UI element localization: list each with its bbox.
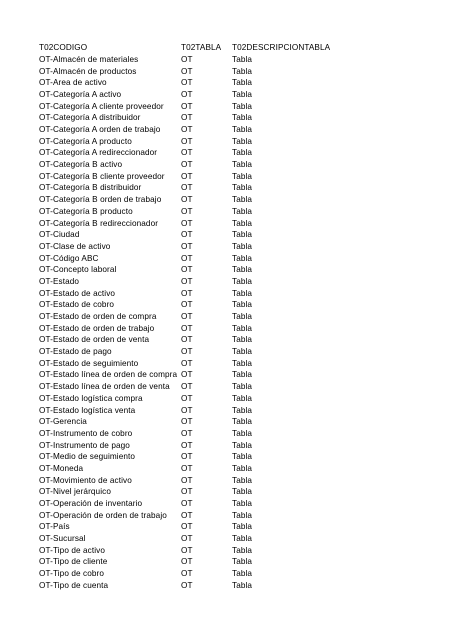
table-row — [39, 288, 459, 300]
table-row — [39, 112, 459, 124]
code-cell: OT-Categoría B activo — [39, 160, 123, 170]
code-cell: OT-Estado de pago — [39, 347, 112, 357]
table-row — [39, 276, 459, 288]
description-cell: Tabla — [232, 417, 253, 427]
code-cell: OT-Ciudad — [39, 230, 80, 240]
table-cell: OT — [181, 510, 193, 520]
table-cell: OT — [181, 136, 193, 146]
table-cell: OT — [181, 323, 193, 333]
code-cell: OT-Gerencia — [39, 417, 87, 427]
table-cell: OT — [181, 335, 193, 345]
code-cell: OT-Estado logística compra — [39, 393, 143, 403]
description-cell: Tabla — [232, 335, 253, 345]
code-cell: OT-Nivel jerárquico — [39, 487, 111, 497]
table-cell: OT — [181, 195, 193, 205]
table-cell: OT — [181, 545, 193, 555]
description-cell: Tabla — [232, 253, 253, 263]
code-cell: OT-Estado logística venta — [39, 405, 136, 415]
table-cell: OT — [181, 405, 193, 415]
table-cell: OT — [181, 288, 193, 298]
table-row — [39, 510, 459, 522]
code-cell: OT-Categoría B distribuidor — [39, 183, 142, 193]
table-cell: OT — [181, 276, 193, 286]
table-cell: OT — [181, 89, 193, 99]
table-cell: OT — [181, 265, 193, 275]
table-cell: OT — [181, 160, 193, 170]
description-cell: Tabla — [232, 136, 253, 146]
code-cell: OT-Categoría B cliente proveedor — [39, 171, 165, 181]
table-cell: OT — [181, 370, 193, 380]
table-row — [39, 229, 459, 241]
description-cell: Tabla — [232, 54, 253, 64]
table-row — [39, 486, 459, 498]
description-cell: Tabla — [232, 499, 253, 508]
description-cell: Tabla — [232, 347, 253, 357]
description-cell: Tabla — [232, 463, 253, 473]
code-cell: OT-Categoría A orden de trabajo — [39, 125, 161, 134]
description-cell: Tabla — [232, 569, 253, 579]
code-cell: OT-Sucursal — [39, 534, 86, 544]
table-cell: OT — [181, 218, 193, 228]
table-row — [39, 194, 459, 206]
table-cell: OT — [181, 569, 193, 579]
table-cell: OT — [181, 463, 193, 473]
table-row — [39, 218, 459, 230]
code-cell: OT-Estado de orden de venta — [39, 335, 150, 345]
description-cell: Tabla — [232, 382, 253, 392]
table-cell: OT — [181, 171, 193, 181]
description-cell: Tabla — [232, 323, 253, 333]
code-cell: OT-Instrumento de pago — [39, 440, 130, 450]
code-cell: OT-Estado de cobro — [39, 300, 115, 310]
description-cell: Tabla — [232, 300, 253, 310]
table-cell: OT — [181, 125, 193, 134]
table-row — [39, 451, 459, 463]
table-row — [39, 136, 459, 148]
description-cell: Tabla — [232, 312, 253, 321]
description-cell: Tabla — [232, 218, 253, 228]
table-row — [39, 66, 459, 78]
description-cell: Tabla — [232, 393, 253, 403]
description-cell: Tabla — [232, 276, 253, 286]
table-row — [39, 264, 459, 276]
code-cell: OT-Estado de activo — [39, 288, 116, 298]
table-row — [39, 580, 459, 592]
code-cell: OT-Categoría B orden de trabajo — [39, 195, 162, 205]
table-row — [39, 124, 459, 136]
table-row — [39, 54, 459, 66]
description-cell: Tabla — [232, 557, 253, 567]
table-row — [39, 77, 459, 89]
table-row — [39, 545, 459, 557]
description-cell: Tabla — [232, 265, 253, 275]
table-cell: OT — [181, 101, 193, 111]
description-cell: Tabla — [232, 475, 253, 485]
header-t02descripciontabla: T02DESCRIPCIONTABLA — [232, 43, 331, 52]
description-cell: Tabla — [232, 160, 253, 170]
description-cell: Tabla — [232, 370, 253, 380]
code-cell: OT-Categoría B producto — [39, 206, 133, 216]
description-cell: Tabla — [232, 545, 253, 555]
code-cell: OT-Estado línea de orden de venta — [39, 382, 170, 392]
table-row — [39, 369, 459, 381]
code-cell: OT-País — [39, 522, 70, 532]
table-cell: OT — [181, 417, 193, 427]
table-row — [39, 568, 459, 580]
description-cell: Tabla — [232, 113, 253, 123]
table-row — [39, 299, 459, 311]
description-cell: Tabla — [232, 405, 253, 415]
table-cell: OT — [181, 534, 193, 544]
table-row — [39, 206, 459, 218]
table-cell: OT — [181, 78, 193, 88]
table-row — [39, 405, 459, 417]
code-cell: OT-Estado de orden de compra — [39, 312, 157, 321]
code-cell: OT-Estado de orden de trabajo — [39, 323, 155, 333]
table-cell: OT — [181, 183, 193, 193]
description-cell: Tabla — [232, 195, 253, 205]
data-table — [39, 42, 459, 592]
table-row — [39, 393, 459, 405]
description-cell: Tabla — [232, 452, 253, 462]
table-row — [39, 171, 459, 183]
table-row — [39, 311, 459, 323]
code-cell: OT-Categoría A distribuidor — [39, 113, 141, 123]
description-cell: Tabla — [232, 171, 253, 181]
table-row — [39, 241, 459, 253]
table-row — [39, 521, 459, 533]
table-row — [39, 159, 459, 171]
header-t02codigo: T02CODIGO — [39, 43, 88, 52]
description-cell: Tabla — [232, 428, 253, 438]
table-cell: OT — [181, 66, 193, 76]
code-cell: OT-Categoría A cliente proveedor — [39, 101, 164, 111]
description-cell: Tabla — [232, 580, 253, 590]
code-cell: OT-Moneda — [39, 463, 84, 473]
table-row — [39, 101, 459, 113]
table-cell: OT — [181, 499, 193, 508]
description-cell: Tabla — [232, 522, 253, 532]
table-row — [39, 416, 459, 428]
table-cell: OT — [181, 522, 193, 532]
table-cell: OT — [181, 148, 193, 158]
code-cell: OT-Estado de seguimiento — [39, 358, 139, 368]
code-cell: OT-Medio de seguimiento — [39, 452, 136, 462]
description-cell: Tabla — [232, 183, 253, 193]
table-row — [39, 89, 459, 101]
table-cell: OT — [181, 580, 193, 590]
code-cell: OT-Categoría A activo — [39, 89, 122, 99]
description-cell: Tabla — [232, 206, 253, 216]
description-cell: Tabla — [232, 241, 253, 251]
code-cell: OT-Categoría A producto — [39, 136, 132, 146]
description-cell: Tabla — [232, 66, 253, 76]
table-row — [39, 475, 459, 487]
table-cell: OT — [181, 230, 193, 240]
description-cell: Tabla — [232, 358, 253, 368]
description-cell: Tabla — [232, 440, 253, 450]
table-cell: OT — [181, 206, 193, 216]
code-cell: OT-Tipo de cliente — [39, 557, 108, 567]
header-t02tabla: T02TABLA — [181, 43, 222, 52]
table-cell: OT — [181, 382, 193, 392]
table-row — [39, 147, 459, 159]
table-cell: OT — [181, 393, 193, 403]
code-cell: OT-Estado línea de orden de compra — [39, 370, 178, 380]
code-cell: OT-Operación de orden de trabajo — [39, 510, 167, 520]
code-cell: OT-Tipo de activo — [39, 545, 106, 555]
table-cell: OT — [181, 452, 193, 462]
code-cell: OT-Clase de activo — [39, 241, 111, 251]
table-row — [39, 334, 459, 346]
code-cell: OT-Movimiento de activo — [39, 475, 132, 485]
table-cell: OT — [181, 358, 193, 368]
table-cell: OT — [181, 113, 193, 123]
code-cell: OT-Area de activo — [39, 78, 107, 88]
description-cell: Tabla — [232, 125, 253, 134]
table-row — [39, 556, 459, 568]
table-row — [39, 463, 459, 475]
table-cell: OT — [181, 253, 193, 263]
description-cell: Tabla — [232, 510, 253, 520]
code-cell: OT-Almacén de productos — [39, 66, 137, 76]
description-cell: Tabla — [232, 101, 253, 111]
code-cell: OT-Concepto laboral — [39, 265, 117, 275]
table-row — [39, 253, 459, 265]
table-cell: OT — [181, 487, 193, 497]
code-cell: OT-Almacén de materiales — [39, 54, 139, 64]
table-row — [39, 358, 459, 370]
description-cell: Tabla — [232, 89, 253, 99]
description-cell: Tabla — [232, 487, 253, 497]
table-row — [39, 381, 459, 393]
table-row — [39, 428, 459, 440]
table-cell: OT — [181, 312, 193, 321]
description-cell: Tabla — [232, 148, 253, 158]
description-cell: Tabla — [232, 78, 253, 88]
table-cell: OT — [181, 475, 193, 485]
description-cell: Tabla — [232, 534, 253, 544]
table-row — [39, 346, 459, 358]
code-cell: OT-Tipo de cobro — [39, 569, 105, 579]
code-cell: OT-Código ABC — [39, 253, 99, 263]
code-cell: OT-Categoría B redireccionador — [39, 218, 159, 228]
table-cell: OT — [181, 241, 193, 251]
code-cell: OT-Categoría A redireccionador — [39, 148, 158, 158]
code-cell: OT-Estado — [39, 276, 80, 286]
code-cell: OT-Instrumento de cobro — [39, 428, 133, 438]
table-cell: OT — [181, 440, 193, 450]
table-cell: OT — [181, 347, 193, 357]
table-cell: OT — [181, 428, 193, 438]
table-cell: OT — [181, 300, 193, 310]
code-cell: OT-Tipo de cuenta — [39, 580, 109, 590]
table-cell: OT — [181, 54, 193, 64]
table-row — [39, 498, 459, 510]
code-cell: OT-Operación de inventario — [39, 499, 143, 508]
table-cell: OT — [181, 557, 193, 567]
table-row — [39, 440, 459, 452]
description-cell: Tabla — [232, 230, 253, 240]
header-row — [39, 42, 459, 54]
description-cell: Tabla — [232, 288, 253, 298]
table-row — [39, 323, 459, 335]
table-row — [39, 533, 459, 545]
table-row — [39, 182, 459, 194]
